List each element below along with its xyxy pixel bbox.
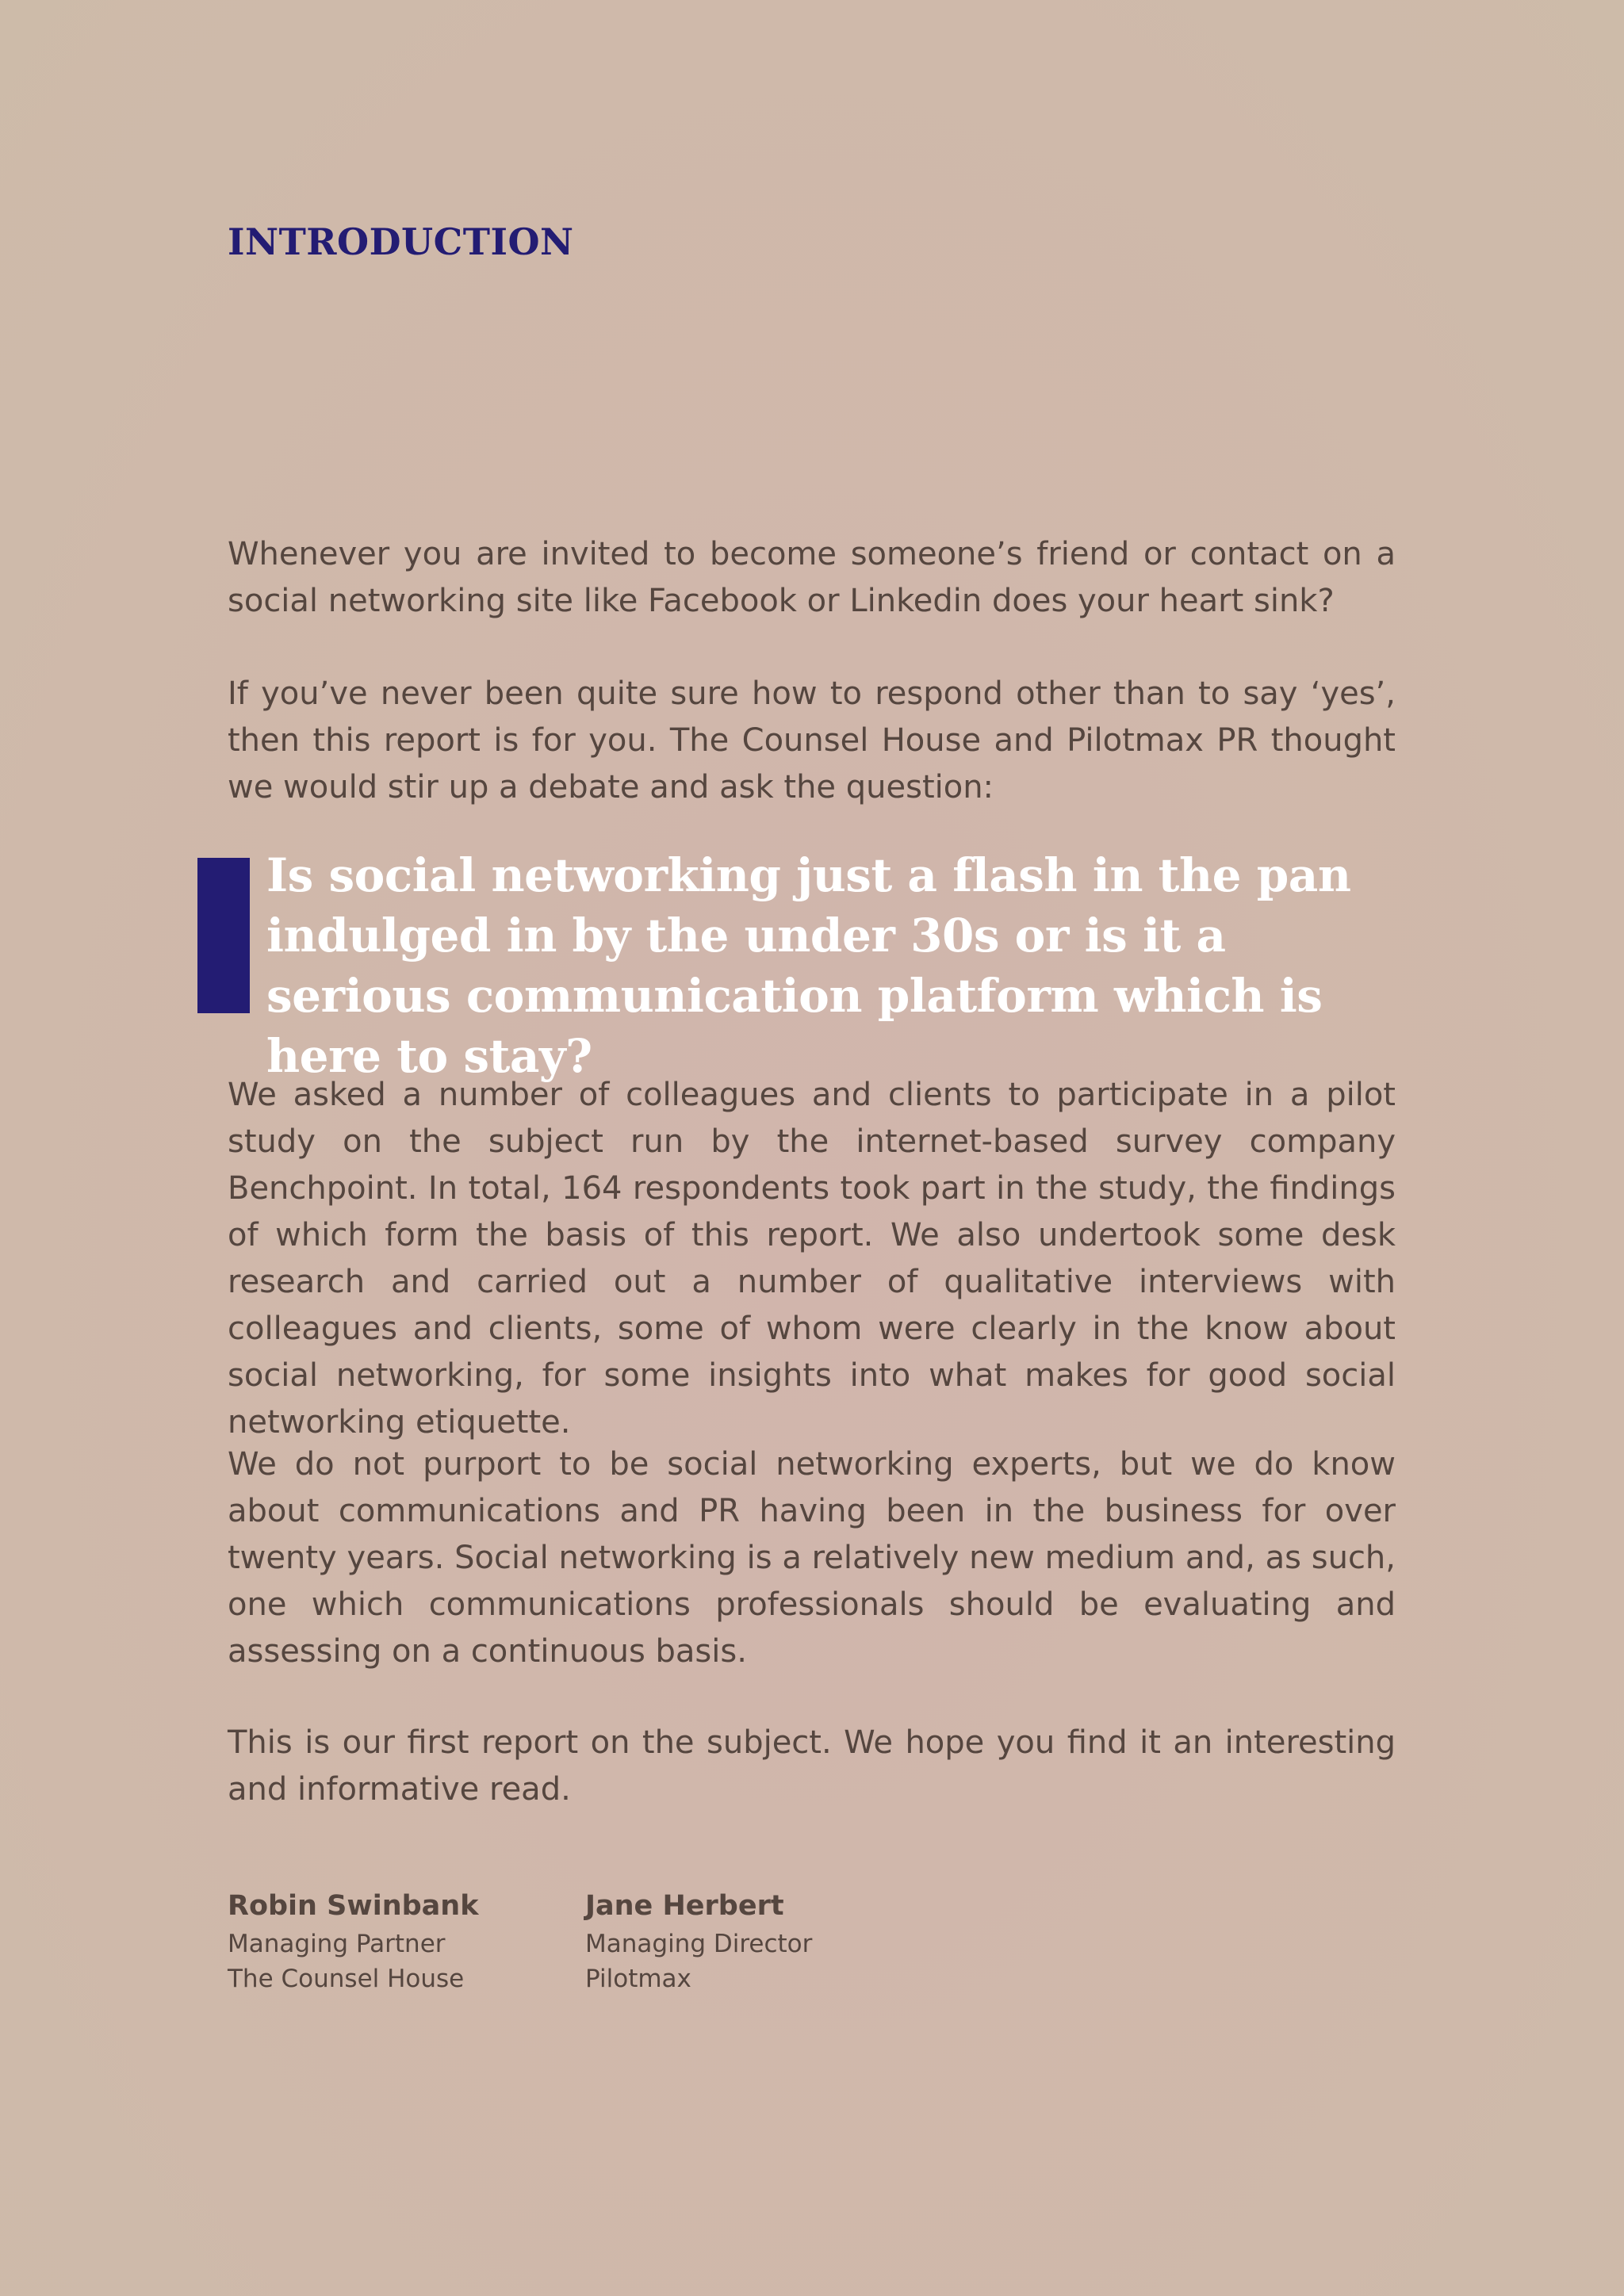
intro-paragraph-3: We asked a number of colleagues and clients to participate in a pilot study on the subject run by the internet-based survey company Benchpoint. In total, 164 respondents took part in the study, the findings of which form the basis of this report. We also undertook some desk research and carried out a number of qualitative interviews with colleagues and clients, some of whom were clearly in the know about social networking, for some insights into what makes for good social networking etiquette. [228, 1077, 1396, 1441]
signatory-name: Robin Swinbank [228, 1890, 479, 1922]
signatory-title: Managing Partner [228, 1930, 446, 1958]
intro-paragraph-1: Whenever you are invited to become someone’s friend or contact on a social networking site like Facebook or Linkedin does your heart sink? [228, 536, 1396, 619]
signatory-name: Jane Herbert [585, 1890, 784, 1922]
signature-block [228, 1885, 478, 1996]
signatory-company: The Counsel House [228, 1965, 465, 1993]
signatory-title: Managing Director [585, 1930, 813, 1958]
intro-paragraph-5: This is our first report on the subject. We hope you find it an interesting and informative read. [228, 1724, 1396, 1808]
pull-quote-bar [197, 858, 250, 1013]
signature-block [585, 1885, 812, 1996]
section-heading: INTRODUCTION [228, 220, 574, 263]
intro-paragraph-4: We do not purport to be social networking experts, but we do know about communications and PR having been in the business for over twenty years. Social networking is a relatively new medium and, as such, one which communications professionals should be evaluating and assessing on a continuous basis. [228, 1446, 1396, 1670]
pull-quote: Is social networking just a flash in the pan indulged in by the under 30s or is it a serious communication platform which is here to stay? [266, 848, 1351, 1083]
intro-paragraph-2: If you’ve never been quite sure how to respond other than to say ‘yes’, then this report is for you. The Counsel House and Pilotmax PR thought we would stir up a debate and ask the question: [228, 675, 1396, 806]
signatory-company: Pilotmax [585, 1965, 691, 1993]
